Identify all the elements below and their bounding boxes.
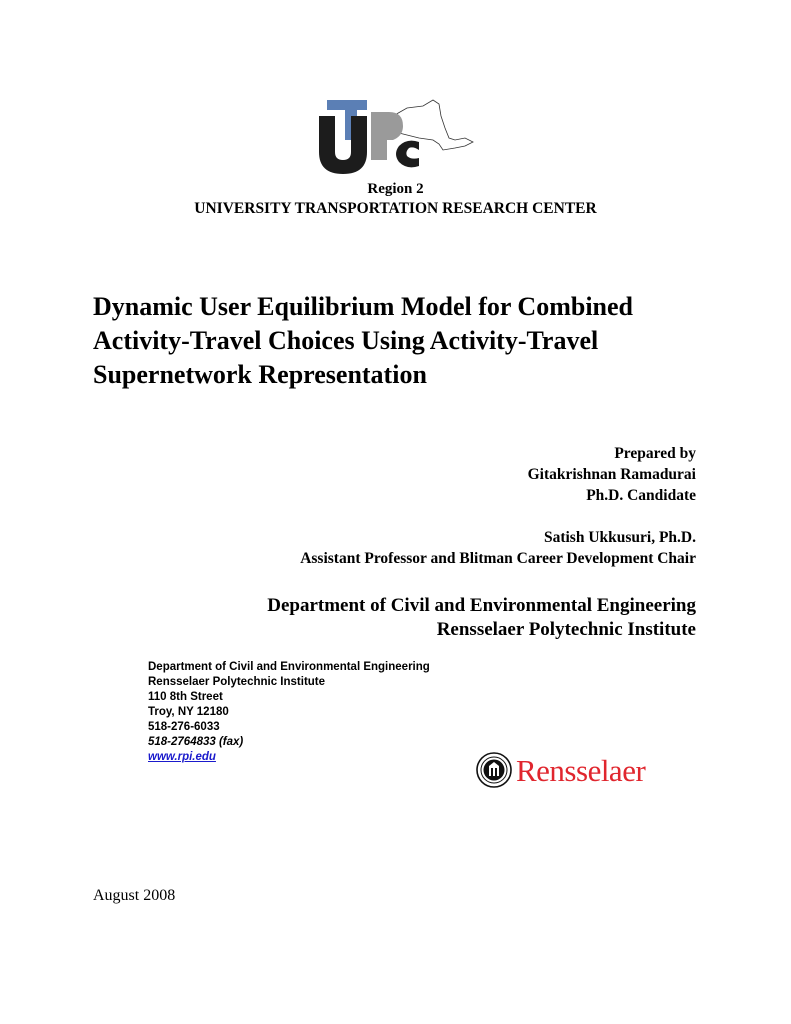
title-line: Supernetwork Representation bbox=[93, 360, 427, 389]
rensselaer-wordmark: Rensselaer bbox=[516, 753, 646, 788]
rensselaer-logo bbox=[476, 752, 666, 792]
address-fax: 518-2764833 (fax) bbox=[148, 736, 244, 748]
region-label: Region 2 bbox=[367, 181, 424, 197]
author2-title: Assistant Professor and Blitman Career Development Chair bbox=[300, 550, 696, 567]
address-phone: 518-276-6033 bbox=[148, 721, 220, 733]
author1-title: Ph.D. Candidate bbox=[586, 487, 696, 504]
report-title bbox=[93, 290, 753, 392]
rensselaer-seal-icon bbox=[476, 752, 512, 788]
address-block bbox=[148, 660, 430, 765]
address-institute: Rensselaer Polytechnic Institute bbox=[148, 676, 326, 688]
author2-block bbox=[300, 527, 696, 569]
address-street: 110 8th Street bbox=[148, 691, 223, 703]
institute-name: Rensselaer Polytechnic Institute bbox=[436, 619, 696, 640]
report-date: August 2008 bbox=[93, 887, 176, 904]
department-block bbox=[267, 594, 696, 642]
title-line: Activity-Travel Choices Using Activity-Travel bbox=[93, 326, 599, 355]
utrc-logo bbox=[315, 98, 475, 178]
address-dept: Department of Civil and Environmental Engineering bbox=[148, 661, 430, 673]
address-city: Troy, NY 12180 bbox=[148, 706, 229, 718]
author1-name: Gitakrishnan Ramadurai bbox=[527, 466, 696, 483]
title-line: Dynamic User Equilibrium Model for Combined bbox=[93, 292, 634, 321]
website-link[interactable]: www.rpi.edu bbox=[148, 751, 216, 763]
author2-name: Satish Ukkusuri, Ph.D. bbox=[543, 529, 696, 546]
prepared-by-block bbox=[528, 443, 696, 506]
department-name: Department of Civil and Environmental Engineering bbox=[267, 595, 696, 616]
prepared-by-label: Prepared by bbox=[614, 445, 696, 462]
research-center-name: UNIVERSITY TRANSPORTATION RESEARCH CENTER bbox=[194, 200, 597, 217]
